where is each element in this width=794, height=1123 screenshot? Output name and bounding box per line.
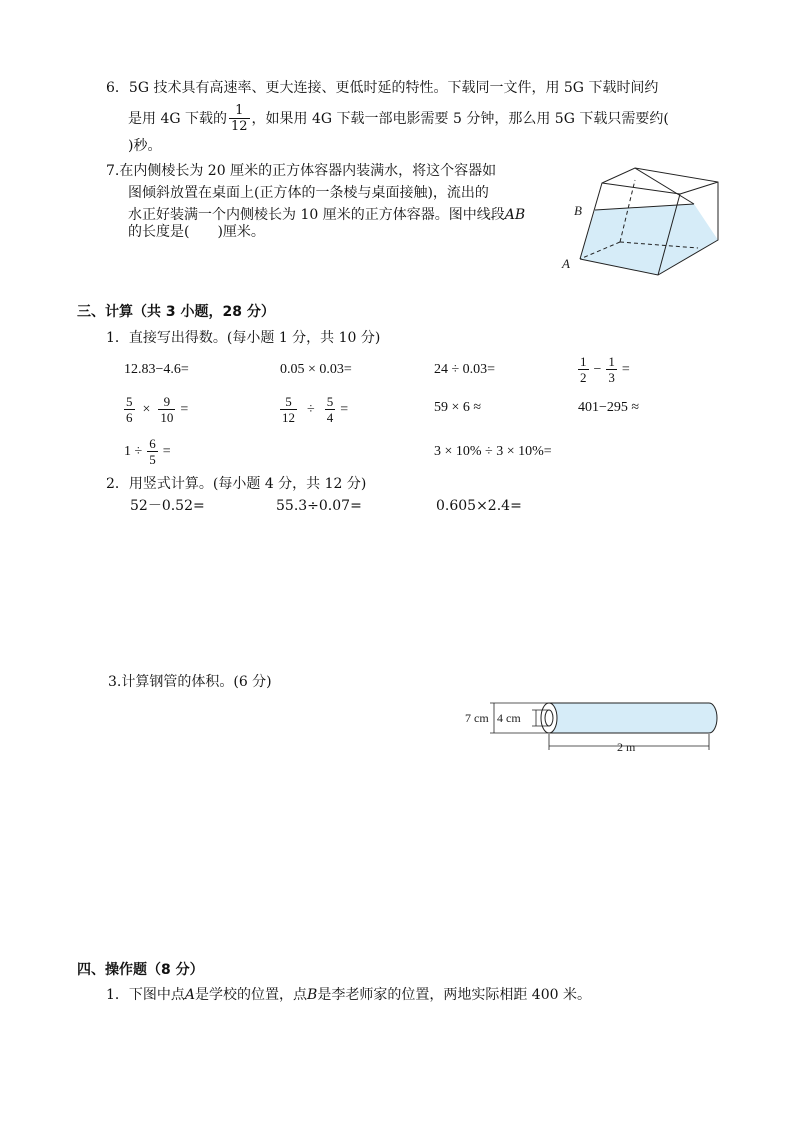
q7-line4: 的长度是( )厘米。 [128, 224, 265, 240]
section3-sub3: 3.计算钢管的体积。(6 分) [108, 674, 272, 690]
q6-line2 [128, 103, 669, 134]
label-a: A [562, 256, 570, 271]
calc-e-n1: 5 [126, 394, 133, 409]
calc-f-n1: 5 [285, 394, 292, 409]
cube-top-edge-2 [680, 182, 718, 194]
section4-title: 四、操作题（8 分） [77, 962, 204, 978]
calc-g: 59 × 6 ≈ [434, 400, 482, 415]
calc-d-n2: 1 [608, 354, 615, 369]
point-b-label: B [307, 987, 318, 1003]
calc-d-d2: 3 [608, 370, 615, 385]
calc-i-frac [147, 436, 158, 467]
section4-q1-c: 是李老师家的位置，两地实际相距 400 米。 [317, 987, 591, 1003]
calc-i-pre: 1 ÷ [124, 443, 143, 459]
calc-d-eq: = [621, 361, 630, 377]
steel-pipe-figure [460, 698, 722, 758]
calc-h: 401−295 ≈ [578, 400, 640, 415]
vertical-c: 0.605×2.4= [436, 498, 522, 514]
calc-e-d1: 6 [126, 410, 133, 425]
section3-sub1: 1．直接写出得数。(每小题 1 分，共 10 分) [106, 330, 381, 346]
pipe-inner-hole [545, 710, 553, 726]
q6-line3: )秒。 [128, 138, 162, 154]
q6-frac-num: 1 [235, 103, 244, 118]
q6-line2-pre: 是用 4G 下载的 [128, 110, 227, 127]
q7-line1: 7.在内侧棱长为 20 厘米的正方体容器内装满水，将这个容器如 [106, 163, 497, 179]
calc-d-op: − [593, 361, 602, 377]
q6-fraction [229, 103, 250, 134]
tilted-cube-figure [560, 160, 730, 275]
calc-e-frac2 [158, 394, 175, 425]
calc-d-frac1 [578, 354, 589, 385]
calc-i-d: 5 [149, 452, 156, 467]
calc-d-n1: 1 [580, 354, 587, 369]
q7-line2: 图倾斜放置在桌面上(正方体的一条棱与桌面接触)，流出的 [128, 185, 489, 201]
calc-b: 0.05 × 0.03= [280, 362, 352, 377]
section4-q1 [106, 985, 591, 1005]
calc-f-op: ÷ [307, 401, 315, 417]
calc-j: 3 × 10% ÷ 3 × 10%= [434, 444, 552, 459]
calc-f-frac1 [280, 394, 297, 425]
label-b: B [574, 203, 582, 218]
calc-f-d1: 12 [282, 410, 295, 425]
calc-d-d1: 2 [580, 370, 587, 385]
section4-q1-a: 1．下图中点 [106, 987, 185, 1003]
section3-sub2: 2．用竖式计算。(每小题 4 分，共 12 分) [106, 476, 367, 492]
calc-f-eq: = [340, 401, 349, 417]
q6-frac-den: 12 [231, 119, 248, 134]
calc-f-d2: 4 [326, 410, 334, 425]
water-region [580, 204, 718, 275]
calc-c: 24 ÷ 0.03= [434, 362, 496, 377]
calc-d [576, 354, 630, 385]
q6-line2-post: ，如果用 4G 下载一部电影需要 5 分钟，那么用 5G 下载只需要约( [251, 110, 669, 127]
q6-line1: 6．5G 技术具有高速率、更大连接、更低时延的特性。下载同一文件，用 5G 下载时间约 [106, 80, 659, 96]
calc-f [278, 394, 348, 425]
calc-i-eq: = [162, 443, 171, 459]
outer-diameter-label: 7 cm [465, 711, 489, 725]
calc-f-frac2 [325, 394, 336, 425]
section3-title: 三、计算（共 3 小题，28 分） [77, 304, 275, 320]
calc-e [122, 394, 188, 425]
calc-e-n2: 9 [163, 394, 171, 409]
calc-e-op: × [142, 401, 151, 417]
q7-line3-mid: 图中线段 [448, 207, 505, 223]
pipe-right-end [709, 703, 717, 733]
point-a-label: A [184, 987, 196, 1003]
calc-a: 12.83−4.6= [124, 362, 189, 377]
calc-d-frac2 [606, 354, 617, 385]
vertical-b: 55.3÷0.07= [276, 498, 362, 514]
inner-diameter-label: 4 cm [497, 711, 521, 725]
calc-f-n2: 5 [326, 394, 334, 409]
q7-line3-pre: 水正好装满一个内侧棱长为 10 厘米的正方体容器。 [128, 207, 449, 223]
calc-e-d2: 10 [160, 410, 174, 425]
calc-i-n: 6 [149, 436, 156, 451]
calc-i [124, 436, 171, 467]
q7-segment-ab: AB [504, 207, 526, 223]
pipe-body [549, 703, 709, 733]
calc-e-frac1 [124, 394, 135, 425]
vertical-a: 52－0.52= [130, 498, 205, 514]
length-label: 2 m [617, 740, 636, 754]
calc-e-eq: = [180, 401, 189, 417]
section4-q1-b: 是学校的位置，点 [195, 987, 308, 1003]
